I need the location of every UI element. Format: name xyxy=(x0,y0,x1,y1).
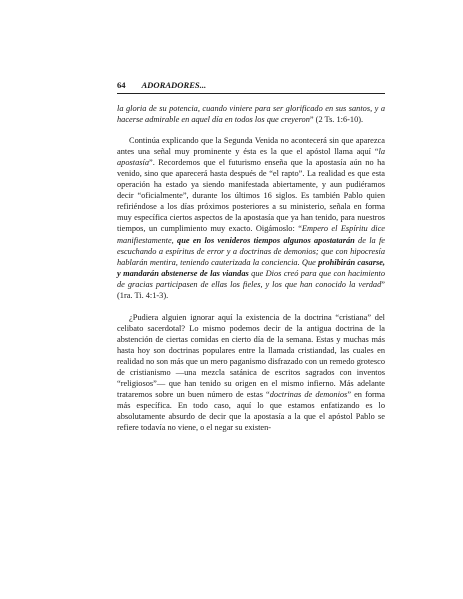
text-segment: Continúa explicando que la Segunda Venida no acontecerá sin que aparezca antes una señal muy prominente y ésta es la que el apóstol llama aquí “ xyxy=(117,136,385,157)
text-segment: que Dios creó para que con hacimiento de gracias participasen de ellas los fieles, y los que han conocido la verdad xyxy=(117,268,386,289)
body-text xyxy=(117,103,385,433)
text-segment-emphasis: que en los venideros tiempos algunos apostatarán xyxy=(177,235,355,245)
text-segment: la gloria de su potencia, cuando viniere para ser glorificado en sus santos, y a hacerse admirable en aquel día en todos los que creyeron xyxy=(117,104,385,125)
page-number: 64 xyxy=(117,80,126,90)
paragraph-apostasy xyxy=(117,135,385,301)
running-title: ADORADORES... xyxy=(141,80,207,90)
text-segment: ” (1ra. Ti. 4:1-3). xyxy=(117,279,385,300)
text-segment: ¿Pudiera alguien ignorar aquí la existencia de la doctrina “cristiana” del celibato sacerdotal? Lo mismo podemos decir de la antigua doctrina de la abstención de ciertas comidas en cierto día de la semana. Estas y muchas más hasta hoy son doctrinas populares entre la llamada cristiandad, las cuales en realidad no son más que un mero paganismo disfrazado con un remedo grotesco de cristianismo —una mezcla satánica de escritos sagrados con inventos “religiosos”— que han tenido su origen en el mismo infierno. Más adelante trataremos sobre un buen número de estas “ xyxy=(117,312,385,400)
text-segment: Empero el Espíritu dice manifiestamente, xyxy=(117,224,386,245)
text-segment-emphasis: prohibirán casarse, y mandarán abstenerse de las viandas xyxy=(117,257,385,278)
text-segment: ”. Recordemos que el futurismo enseña que la apostasía aún no ha venido, sino que aparecerá hasta después de “el rapto”. La realidad es que esta operación ha estado ya siendo manifestada abiertamente, y aun pudiéramos decir “oficialmente”, durante los últimos 16 siglos. Es también Pablo quien refiriéndose a los días próximos posteriores a su ministerio, señala en forma muy específica ciertos aspectos de la apostasía que ya han tenido, para nuestros tiempos, un cumplimiento muy exacto. Oigámoslo: “ xyxy=(117,158,385,234)
text-segment: doctrinas de demonios xyxy=(269,390,348,400)
text-segment: de la fe escuchando a espíritus de error y a doctrinas de demonios; que con hipocresía hablarán mentira, teniendo cauterizada la conciencia. Que xyxy=(117,235,385,267)
text-segment: la apostasía xyxy=(117,147,385,168)
text-segment: ” (2 Ts. 1:6-10). xyxy=(309,115,364,125)
text-segment: ” en forma más específica. En todo caso, aquí lo que estamos enfatizando es lo absolutamente absurdo de decir que la apostasía a la que el apóstol Pablo se refiere todavía no viene, o el negar su existen- xyxy=(117,390,385,433)
running-header xyxy=(117,80,385,94)
paragraph-celibacy xyxy=(117,312,385,434)
paragraph-quote-continuation xyxy=(117,103,385,125)
